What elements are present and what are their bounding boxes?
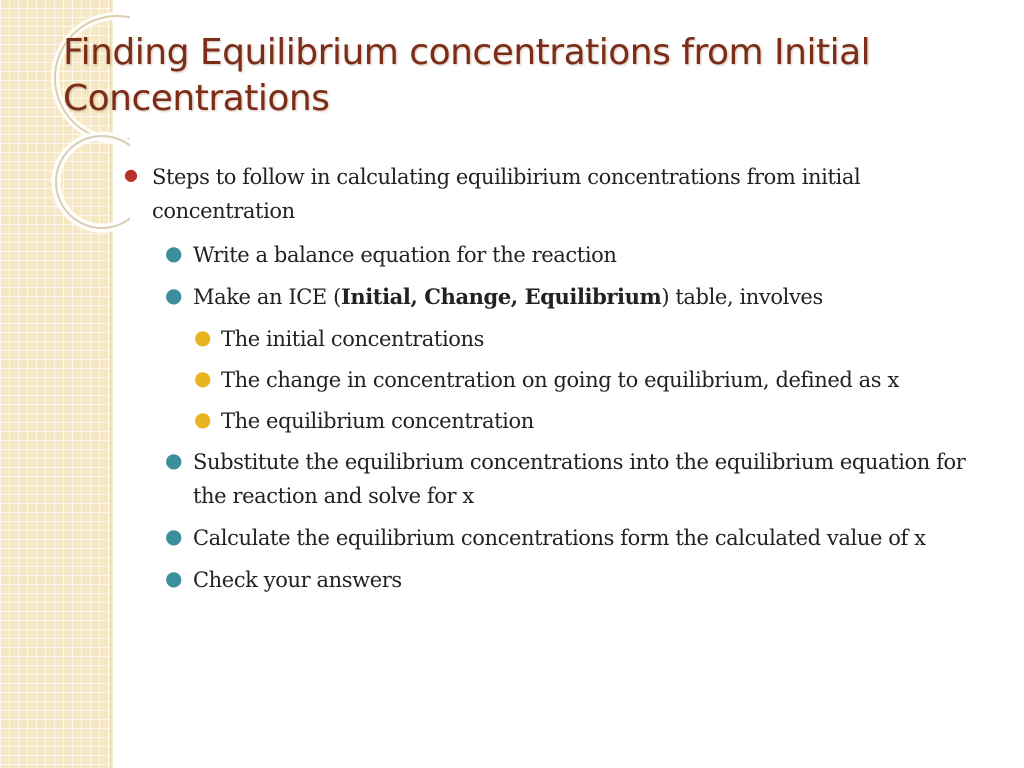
- bullet-dot-icon: ●: [165, 283, 183, 307]
- bullet-dot-icon: ●: [165, 524, 183, 548]
- bullet-text: The equilibrium concentration: [221, 409, 534, 433]
- bullet-text: The initial concentrations: [221, 327, 485, 351]
- bullet-dot-icon: ●: [194, 325, 212, 349]
- sub-sub-bullet-initial: [120, 322, 970, 356]
- sub-bullet-ice-table: [120, 280, 970, 314]
- slide-title: [63, 30, 963, 122]
- bullet-steps: [120, 160, 970, 228]
- bullet-dot-icon: ●: [165, 241, 183, 265]
- bullet-text: The change in concentration on going to equilibrium, defined as x: [221, 368, 899, 392]
- bullet-text-bold: Initial, Change, Equilibrium: [340, 284, 662, 309]
- sub-bullet-check: [120, 563, 970, 597]
- sub-bullet-substitute: [120, 445, 970, 513]
- bullet-dot-icon: ●: [194, 407, 212, 431]
- sub-bullet-balance-equation: [120, 238, 970, 272]
- bullet-dot-icon: ●: [165, 448, 183, 472]
- bullet-text: Write a balance equation for the reaction: [193, 243, 617, 267]
- bullet-text: Check your answers: [193, 568, 402, 592]
- bullet-text-suffix: ) table, involves: [661, 285, 823, 309]
- bullet-text: Calculate the equilibrium concentrations form the calculated value of x: [193, 526, 926, 550]
- bullet-text: [193, 280, 970, 314]
- bullet-text: Steps to follow in calculating equilibirium concentrations from initial concentration: [152, 165, 861, 223]
- slide-title-line-2: Concentrations: [63, 78, 330, 119]
- sub-sub-bullet-change: [120, 363, 970, 397]
- bullet-dot-icon: ●: [165, 566, 183, 590]
- slide-body: [120, 160, 970, 605]
- bullet-text-prefix: Make an ICE (: [193, 285, 341, 309]
- bullet-dot-icon: ●: [194, 366, 212, 390]
- slide-title-line-1: Finding Equilibrium concentrations from Initial: [63, 32, 871, 73]
- sub-sub-bullet-equilibrium: [120, 404, 970, 438]
- bullet-dot-icon: ●: [124, 165, 138, 184]
- sub-bullet-calculate: [120, 521, 970, 555]
- bullet-text: Substitute the equilibrium concentrations into the equilibrium equation for the reaction and solve for x: [193, 450, 966, 508]
